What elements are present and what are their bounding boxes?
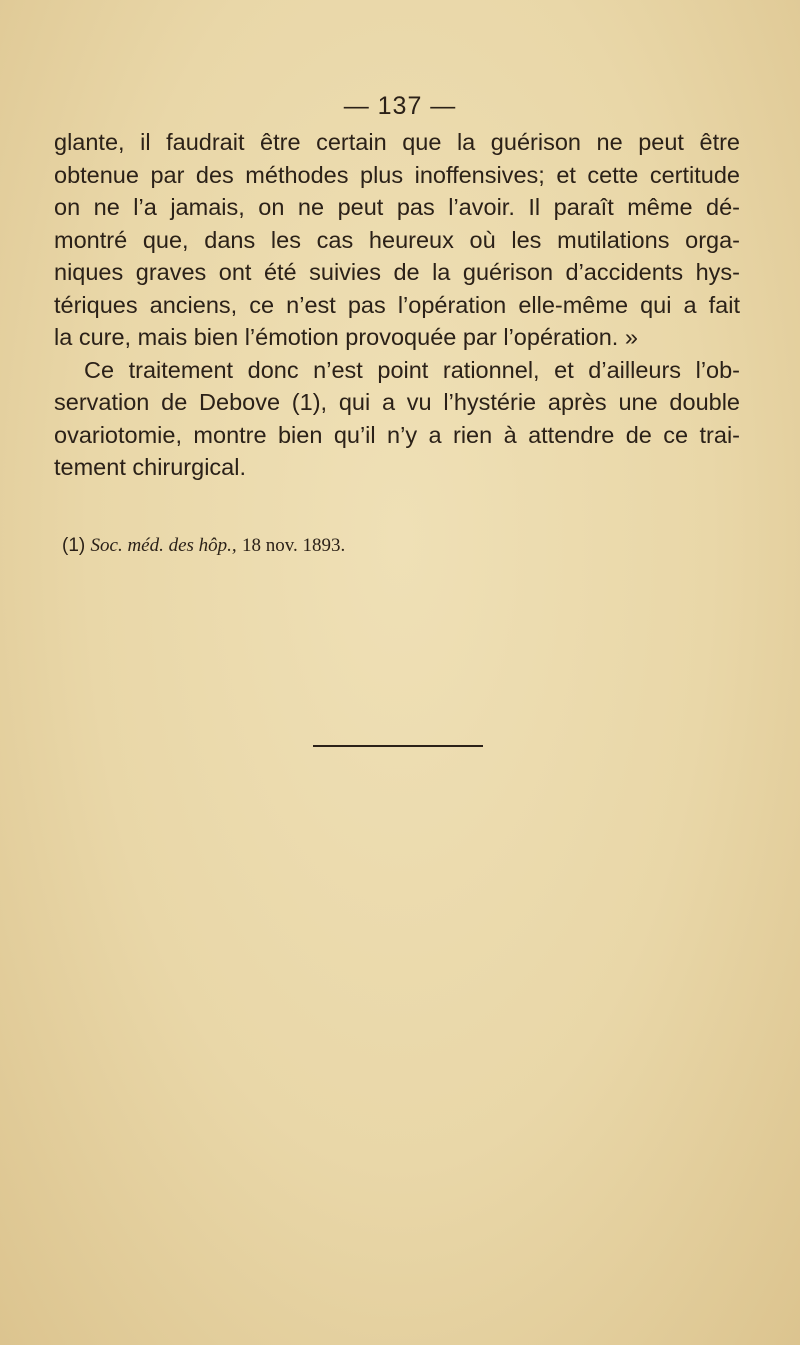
text-line: glante, il faudrait être certain que la guérison ne peut être: [54, 129, 740, 155]
text-line: tement chirurgical.: [54, 454, 246, 480]
text-line: Ce traitement donc n’est point rationnel, et d’ailleurs l’ob-: [84, 356, 740, 383]
text-line: montré que, dans les cas heureux où les mutilations orga-: [54, 226, 740, 253]
text-line: servation de Debove (1), qui a vu l’hystérie après une double: [54, 389, 740, 415]
text-line: la cure, mais bien l’émotion provoquée par l’opération. »: [54, 324, 638, 350]
text-line: on ne l’a jamais, on ne peut pas l’avoir. Il paraît même dé-: [54, 194, 740, 220]
footnote: [62, 533, 345, 559]
section-divider: [313, 745, 483, 747]
footnote-source: Soc. méd. des hôp.,: [90, 535, 237, 556]
text-line: ovariotomie, montre bien qu’il n’y a rien à attendre de ce trai-: [54, 421, 740, 448]
footnote-ref: (1): [62, 535, 86, 556]
footnote-date: 18 nov. 1893.: [241, 535, 346, 556]
page-number: — 137 —: [343, 92, 457, 120]
text-line: niques graves ont été suivies de la guérison d’accidents hys-: [54, 259, 740, 285]
body-text: [54, 126, 740, 484]
text-line: tériques anciens, ce n’est pas l’opération elle-même qui a fait: [54, 291, 740, 318]
text-line: obtenue par des méthodes plus inoffensives; et cette certitude: [54, 161, 740, 188]
